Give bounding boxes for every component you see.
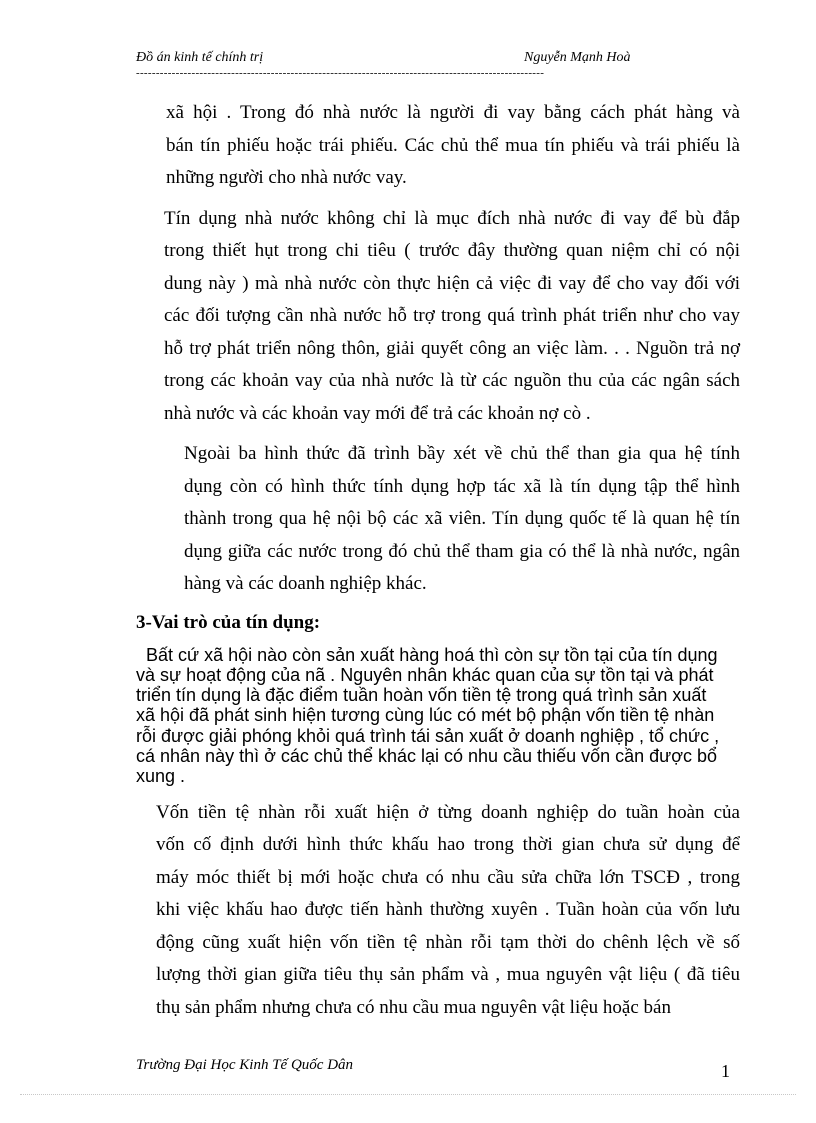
- section-heading: 3-Vai trò của tín dụng:: [136, 611, 321, 633]
- page-body: [136, 97, 740, 1032]
- paragraph-line: Bất cứ xã hội nào còn sản xuất hàng hoá thì còn sự tồn tại của tín dụng: [146, 644, 718, 665]
- paragraph-line: thụ sản phẩm nhưng chưa có nhu cầu mua nguyên vật liệu hoặc bán: [156, 996, 671, 1018]
- paragraph-line: xã hội . Trong đó nhà nước là người đi vay bằng cách phát hàng và: [166, 102, 740, 123]
- paragraph-1: [136, 97, 740, 195]
- paragraph-line: vốn cố định dưới hình thức khấu hao trong thời gian chưa sử dụng để: [156, 834, 740, 856]
- paragraph-line: nhà nước và các khoản vay mới để trả các khoản nợ cò .: [164, 402, 591, 424]
- paragraph-line: hàng và các doanh nghiệp khác.: [184, 573, 427, 594]
- paragraph-line: động cũng xuất hiện vốn tiền tệ nhàn rỗi tạm thời do chênh lệch về số: [156, 931, 740, 953]
- paragraph-line: khi việc khấu hao được tiến hành thường xuyên . Tuần hoàn của vốn lưu: [156, 899, 740, 921]
- page-bottom-divider: [20, 1094, 796, 1095]
- header-rule: -------------------------------------------------------------------------------------------------------: [136, 67, 545, 79]
- dense-paragraph: [136, 645, 740, 787]
- page-footer: [136, 1057, 736, 1079]
- paragraph-line: máy móc thiết bị mới hoặc chưa có nhu cầu sửa chữa lớn TSCĐ , trong: [156, 866, 740, 888]
- paragraph-line: triển tín dụng là đặc điểm tuần hoàn vốn tiền tệ trong quá trình sản xuất: [136, 685, 707, 706]
- paragraph-2: [136, 203, 740, 431]
- footer-institution: Trường Đại Học Kinh Tế Quốc Dân: [136, 1057, 354, 1073]
- header-author: Nguyễn Mạnh Hoà: [524, 50, 631, 65]
- header-title: Đồ án kinh tế chính trị: [136, 50, 264, 65]
- paragraph-line: Tín dụng nhà nước không chỉ là mục đích nhà nước đi vay để bù đắp: [164, 207, 740, 229]
- paragraph-3: [136, 438, 740, 601]
- paragraph-line: bán tín phiếu hoặc trái phiếu. Các chủ thể mua tín phiếu và trái phiếu là: [166, 134, 740, 156]
- page-number: 1: [721, 1061, 730, 1081]
- paragraph-line: rỗi được giải phóng khỏi quá trình tái sản xuất ở doanh nghiệp , tổ chức ,: [136, 725, 720, 746]
- paragraph-line: cá nhân này thì ở các chủ thể khác lại có nhu cầu thiếu vốn cần được bổ: [136, 745, 718, 766]
- paragraph-line: dụng còn có hình thức tính dụng hợp tác xã là tín dụng tập thể hình: [184, 475, 740, 497]
- paragraph-line: dụng giữa các nước trong đó chủ thể tham gia có thể là nhà nước, ngân: [184, 540, 740, 562]
- paragraph-line: dung này ) mà nhà nước còn thực hiện cả việc đi vay để cho vay đối với: [164, 272, 740, 294]
- paragraph-line: hỗ trợ phát triển nông thôn, giải quyết công an việc làm. . . Nguồn trả nợ: [164, 337, 740, 359]
- paragraph-line: các đối tượng cần nhà nước hỗ trợ trong quá trình phát triển như cho vay: [164, 305, 740, 326]
- paragraph-line: Vốn tiền tệ nhàn rỗi xuất hiện ở từng doanh nghiệp do tuần hoàn của: [156, 801, 740, 823]
- paragraph-line: lượng thời gian giữa tiêu thụ sản phẩm và , mua nguyên vật liệu ( đã tiêu: [156, 964, 740, 986]
- paragraph-line: xung .: [136, 766, 186, 787]
- paragraph-4: [136, 797, 740, 1025]
- paragraph-line: trong thiết hụt trong chi tiêu ( trước đây thường quan niệm chỉ có nội: [164, 240, 740, 261]
- paragraph-line: Ngoài ba hình thức đã trình bầy xét về chủ thể than gia qua hệ tính: [184, 443, 740, 464]
- paragraph-line: trong các khoản vay của nhà nước là từ các nguồn thu của các ngân sách: [164, 370, 740, 391]
- paragraph-line: thành trong qua hệ nội bộ các xã viên. Tín dụng quốc tế là quan hệ tín: [184, 508, 740, 529]
- paragraph-line: xã hội đã phát sinh hiện tương cùng lúc có mét bộ phận vốn tiền tệ nhàn: [136, 705, 715, 726]
- paragraph-line: và sự hoạt động của nã . Nguyên nhân khác quan của sự tồn tại và phát: [136, 664, 714, 685]
- paragraph-line: những người cho nhà nước vay.: [166, 167, 407, 188]
